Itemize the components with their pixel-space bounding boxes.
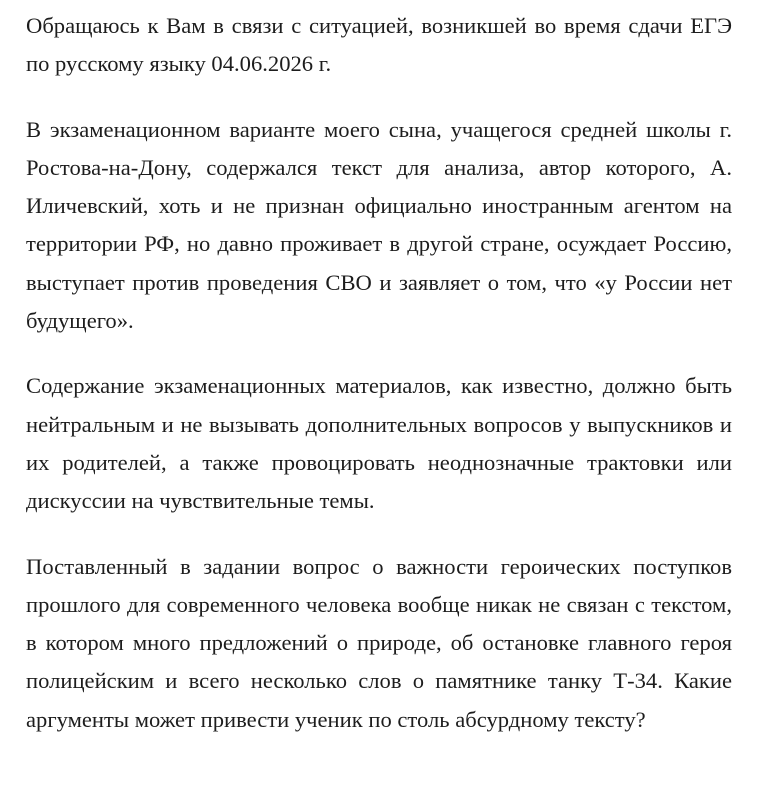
paragraph-task-question: Поставленный в задании вопрос о важности героических поступков прошлого для современного человека вообще никак не связан с текстом, в котором много предложений о природе, об остановке главного героя полицейским и всего несколько слов о памятнике танку Т-34. Какие аргументы может привести ученик по столь абсурдному тексту? — [26, 553, 732, 732]
paragraph-exam-text-author: В экзаменационном варианте моего сына, учащегося средней школы г. Ростова-на-Дону, содержался текст для анализа, автор которого, А. Иличевский, хоть и не признан официально иностранным агентом на территории РФ, но давно проживает в другой стране, осуждает Россию, выступает против проведения СВО и заявляет о том, что «у России нет будущего». — [26, 116, 732, 334]
paragraph-intro: Обращаюсь к Вам в связи с ситуацией, возникшей во время сдачи ЕГЭ по русскому языку 04.06.2026 г. — [26, 13, 732, 77]
paragraph-exam-materials-neutrality: Содержание экзаменационных материалов, как известно, должно быть нейтральным и не вызывать дополнительных вопросов у выпускников и их родителей, а также провоцировать неоднозначные трактовки или дискуссии на чувствительные темы. — [26, 373, 732, 514]
